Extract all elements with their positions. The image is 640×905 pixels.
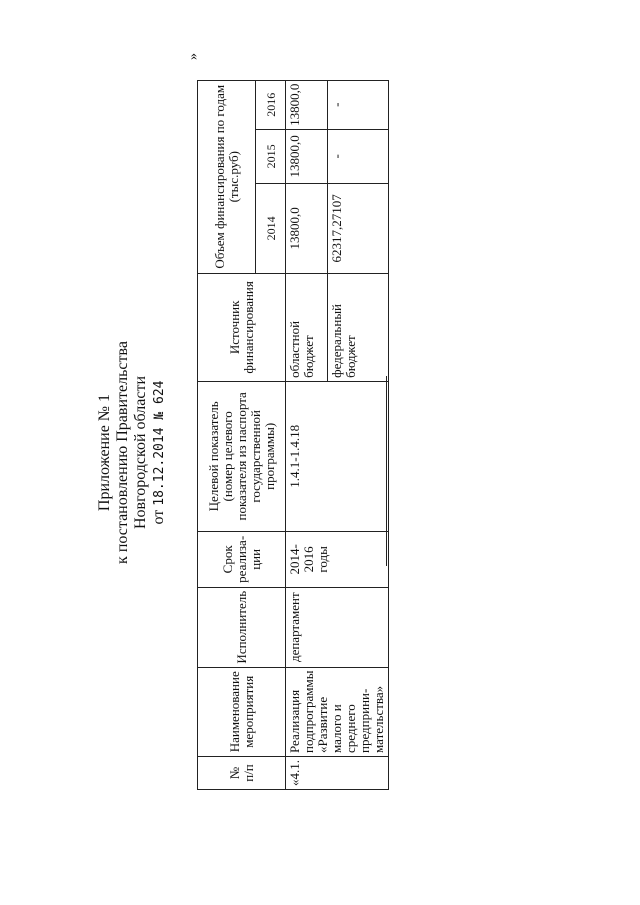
header-executor: Исполнитель bbox=[198, 587, 286, 667]
separator-rule bbox=[386, 376, 387, 566]
date-value: 18.12.2014 № 624 bbox=[152, 380, 167, 506]
source-regional-label: областной бюджет bbox=[286, 273, 328, 381]
source-regional-2015: 13800,0 bbox=[286, 129, 328, 183]
row-target: 1.4.1-1.4.18 bbox=[286, 381, 389, 531]
header-year-2016: 2016 bbox=[256, 80, 286, 129]
header-source: Источник финансирования bbox=[198, 273, 286, 381]
header-num: № п/п bbox=[198, 757, 286, 790]
closing-quote-mark: » bbox=[186, 53, 201, 60]
source-federal-2015: - bbox=[327, 129, 388, 183]
source-regional-2014: 13800,0 bbox=[286, 183, 328, 273]
appendix-date-line bbox=[150, 0, 169, 905]
financing-table bbox=[197, 80, 389, 790]
row-name: Реализация подпрограммы «Развитие малого и среднего предприни-мательства» bbox=[286, 667, 389, 756]
row-term: 2014-2016 годы bbox=[286, 531, 389, 587]
source-federal-2014: 62317,27107 bbox=[327, 183, 388, 273]
source-federal-2016: - bbox=[327, 80, 388, 129]
header-year-2014: 2014 bbox=[256, 183, 286, 273]
header-year-2015: 2015 bbox=[256, 129, 286, 183]
date-prefix: от bbox=[150, 509, 167, 525]
source-regional-2016: 13800,0 bbox=[286, 80, 328, 129]
row-num: «4.1. bbox=[286, 757, 389, 790]
header-target: Целевой показатель (номер целевого показателя из паспорта государственной программы) bbox=[198, 381, 286, 531]
header-term: Срок реализа-ции bbox=[198, 531, 286, 587]
appendix-subtitle-line1: к постановлению Правительства bbox=[114, 341, 131, 564]
header-volume: Объем финансирования по годам (тыс.руб) bbox=[198, 80, 256, 273]
source-federal-label: федеральный бюджет bbox=[327, 273, 388, 381]
appendix-subtitle-line2: Новгородской области bbox=[132, 375, 149, 530]
header-name: Наименование мероприятия bbox=[198, 667, 286, 756]
appendix-title: Приложение № 1 bbox=[96, 393, 113, 512]
row-executor: департамент bbox=[286, 587, 389, 667]
